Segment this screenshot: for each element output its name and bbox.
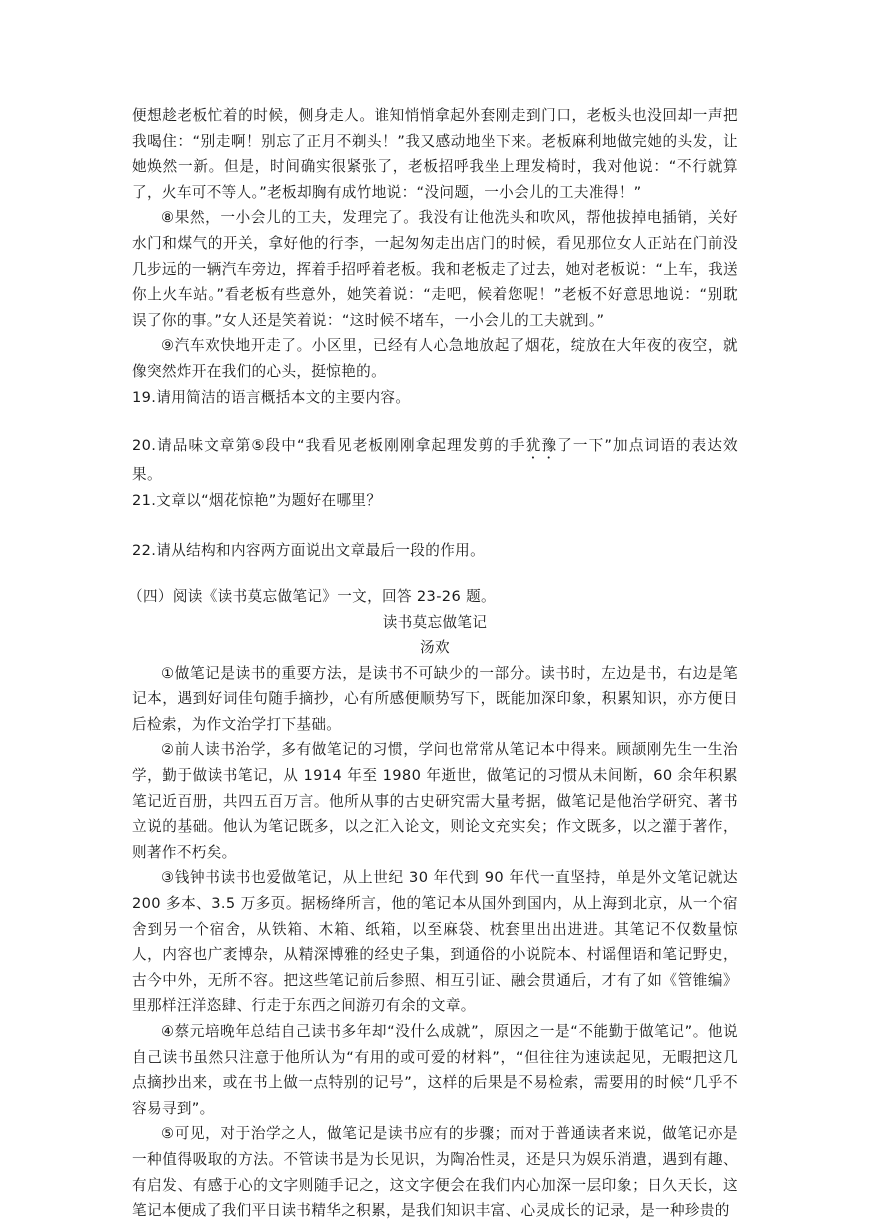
question-20-dotted-word: 犹豫 [525, 437, 558, 455]
question-22: 22.请从结构和内容两方面说出文章最后一段的作用。 [132, 542, 486, 560]
question-20-text-a: 20.请品味文章第⑤段中“我看见老板刚刚拿起理发剪的手 [132, 437, 526, 455]
question-20-text-b: 了一下”加点词语的表达效果。 [132, 437, 738, 484]
article-title: 读书莫忘做笔记 [382, 613, 488, 631]
answer-space [132, 410, 738, 433]
article-paragraph-1: ①做笔记是读书的重要方法，是读书不可缺少的一部分。读书时，左边是书，右边是笔记本，遇到好词佳句随手摘抄，心有所感便顺势写下，既能加深印象，积累知识，亦方便日后检索，为作文治学打下基础。 [132, 664, 738, 733]
answer-space [132, 513, 738, 538]
question-21: 21.文章以“烟花惊艳”为题好在哪里？ [132, 491, 382, 509]
section-4-heading: （四）阅读《读书莫忘做笔记》一文，回答 23-26 题。 [128, 587, 496, 605]
story-paragraph-8: ⑧果然，一小会儿的工夫，发理完了。我没有让他洗头和吹风，帮他拔掉电插销，关好水门和煤气的开关，拿好他的行李，一起匆匆走出店门的时候，看见那位女人正站在门前没几步远的一辆汽车旁边，挥着手招呼着老板。我和老板走了过去，她对老板说：“上车，我送你上火车站。”看老板有些意外，她笑着说：“走吧，候着您呢！”老板不好意思地说：“别耽误了你的事。”女人还是笑着说：“这时候不堵车，一小会儿的工夫就到。” [132, 209, 738, 329]
answer-space [132, 564, 738, 584]
article-author: 汤欢 [420, 639, 450, 657]
question-19: 19.请用简洁的语言概括本文的主要内容。 [132, 388, 411, 406]
question-20 [132, 433, 738, 488]
article-paragraph-4: ④蔡元培晚年总结自己读书多年却“没什么成就”，原因之一是“不能勤于做笔记”。他说自己读书虽然只注意于他所认为“有用的或可爱的材料”，“但往往为速读起见，无暇把这几点摘抄出来，或在书上做一点特别的记号”，这样的后果是不易检索，需要用的时候“几乎不容易寻到”。 [132, 1023, 738, 1117]
article-paragraph-2: ②前人读书治学，多有做笔记的习惯，学问也常常从笔记本中得来。顾颉刚先生一生治学，勤于做读书笔记，从 1914 年至 1980 年逝世，做笔记的习惯从未间断，60 余年积累笔记近百册，共四五百万言。他所从事的古史研究需大量考据，做笔记是他治学研究、著书立说的基础。他认为笔记既多，以之汇入论文，则论文充实矣；作文既多，以之灌于著作，则著作不朽矣。 [132, 741, 738, 861]
article-paragraph-3: ③钱钟书读书也爱做笔记，从上世纪 30 年代到 90 年代一直坚持，单是外文笔记就达 200 多本、3.5 万多页。据杨绛所言，他的笔记本从国外到国内，从上海到北京，从一个宿舍到另一个宿舍，从铁箱、木箱、纸箱，以至麻袋、枕套里出出进进。其笔记不仅数量惊人，内容也广袤博杂，从精深博雅的经史子集，到通俗的小说院本、村谣俚语和笔记野史，古今中外，无所不容。把这些笔记前后参照、相互引证、融会贯通后，才有了如《管锥编》里那样汪洋恣肆、行走于东西之间游刃有余的文章。 [132, 869, 738, 1015]
article-paragraph-5: ⑤可见，对于治学之人，做笔记是读书应有的步骤；而对于普通读者来说，做笔记亦是一种值得吸取的方法。不管读书是为长见识，为陶冶性灵，还是只为娱乐消遣，遇到有趣、有启发、有感于心的文字则随手记之，这文字便会在我们内心加深一层印象；日久天长，这笔记本便成了我们平日读书精华之积累，是我们知识丰富、心灵成长的记录，是一种珍贵的 [132, 1125, 738, 1220]
story-paragraph-7-continued: 便想趁老板忙着的时候，侧身走人。谁知悄悄拿起外套刚走到门口，老板头也没回却一声把我喝住：“别走啊！别忘了正月不剃头！”我又感动地坐下来。老板麻利地做完她的头发，让她焕然一新。但是，时间确实很紧张了，老板招呼我坐上理发椅时，我对他说：“不行就算了，火车可不等人。”老板却胸有成竹地说：“没问题，一小会儿的工夫准得！” [132, 107, 738, 201]
story-paragraph-9: ⑨汽车欢快地开走了。小区里，已经有人心急地放起了烟花，绽放在大年夜的夜空，就像突然炸开在我们的心头，挺惊艳的。 [132, 337, 738, 380]
